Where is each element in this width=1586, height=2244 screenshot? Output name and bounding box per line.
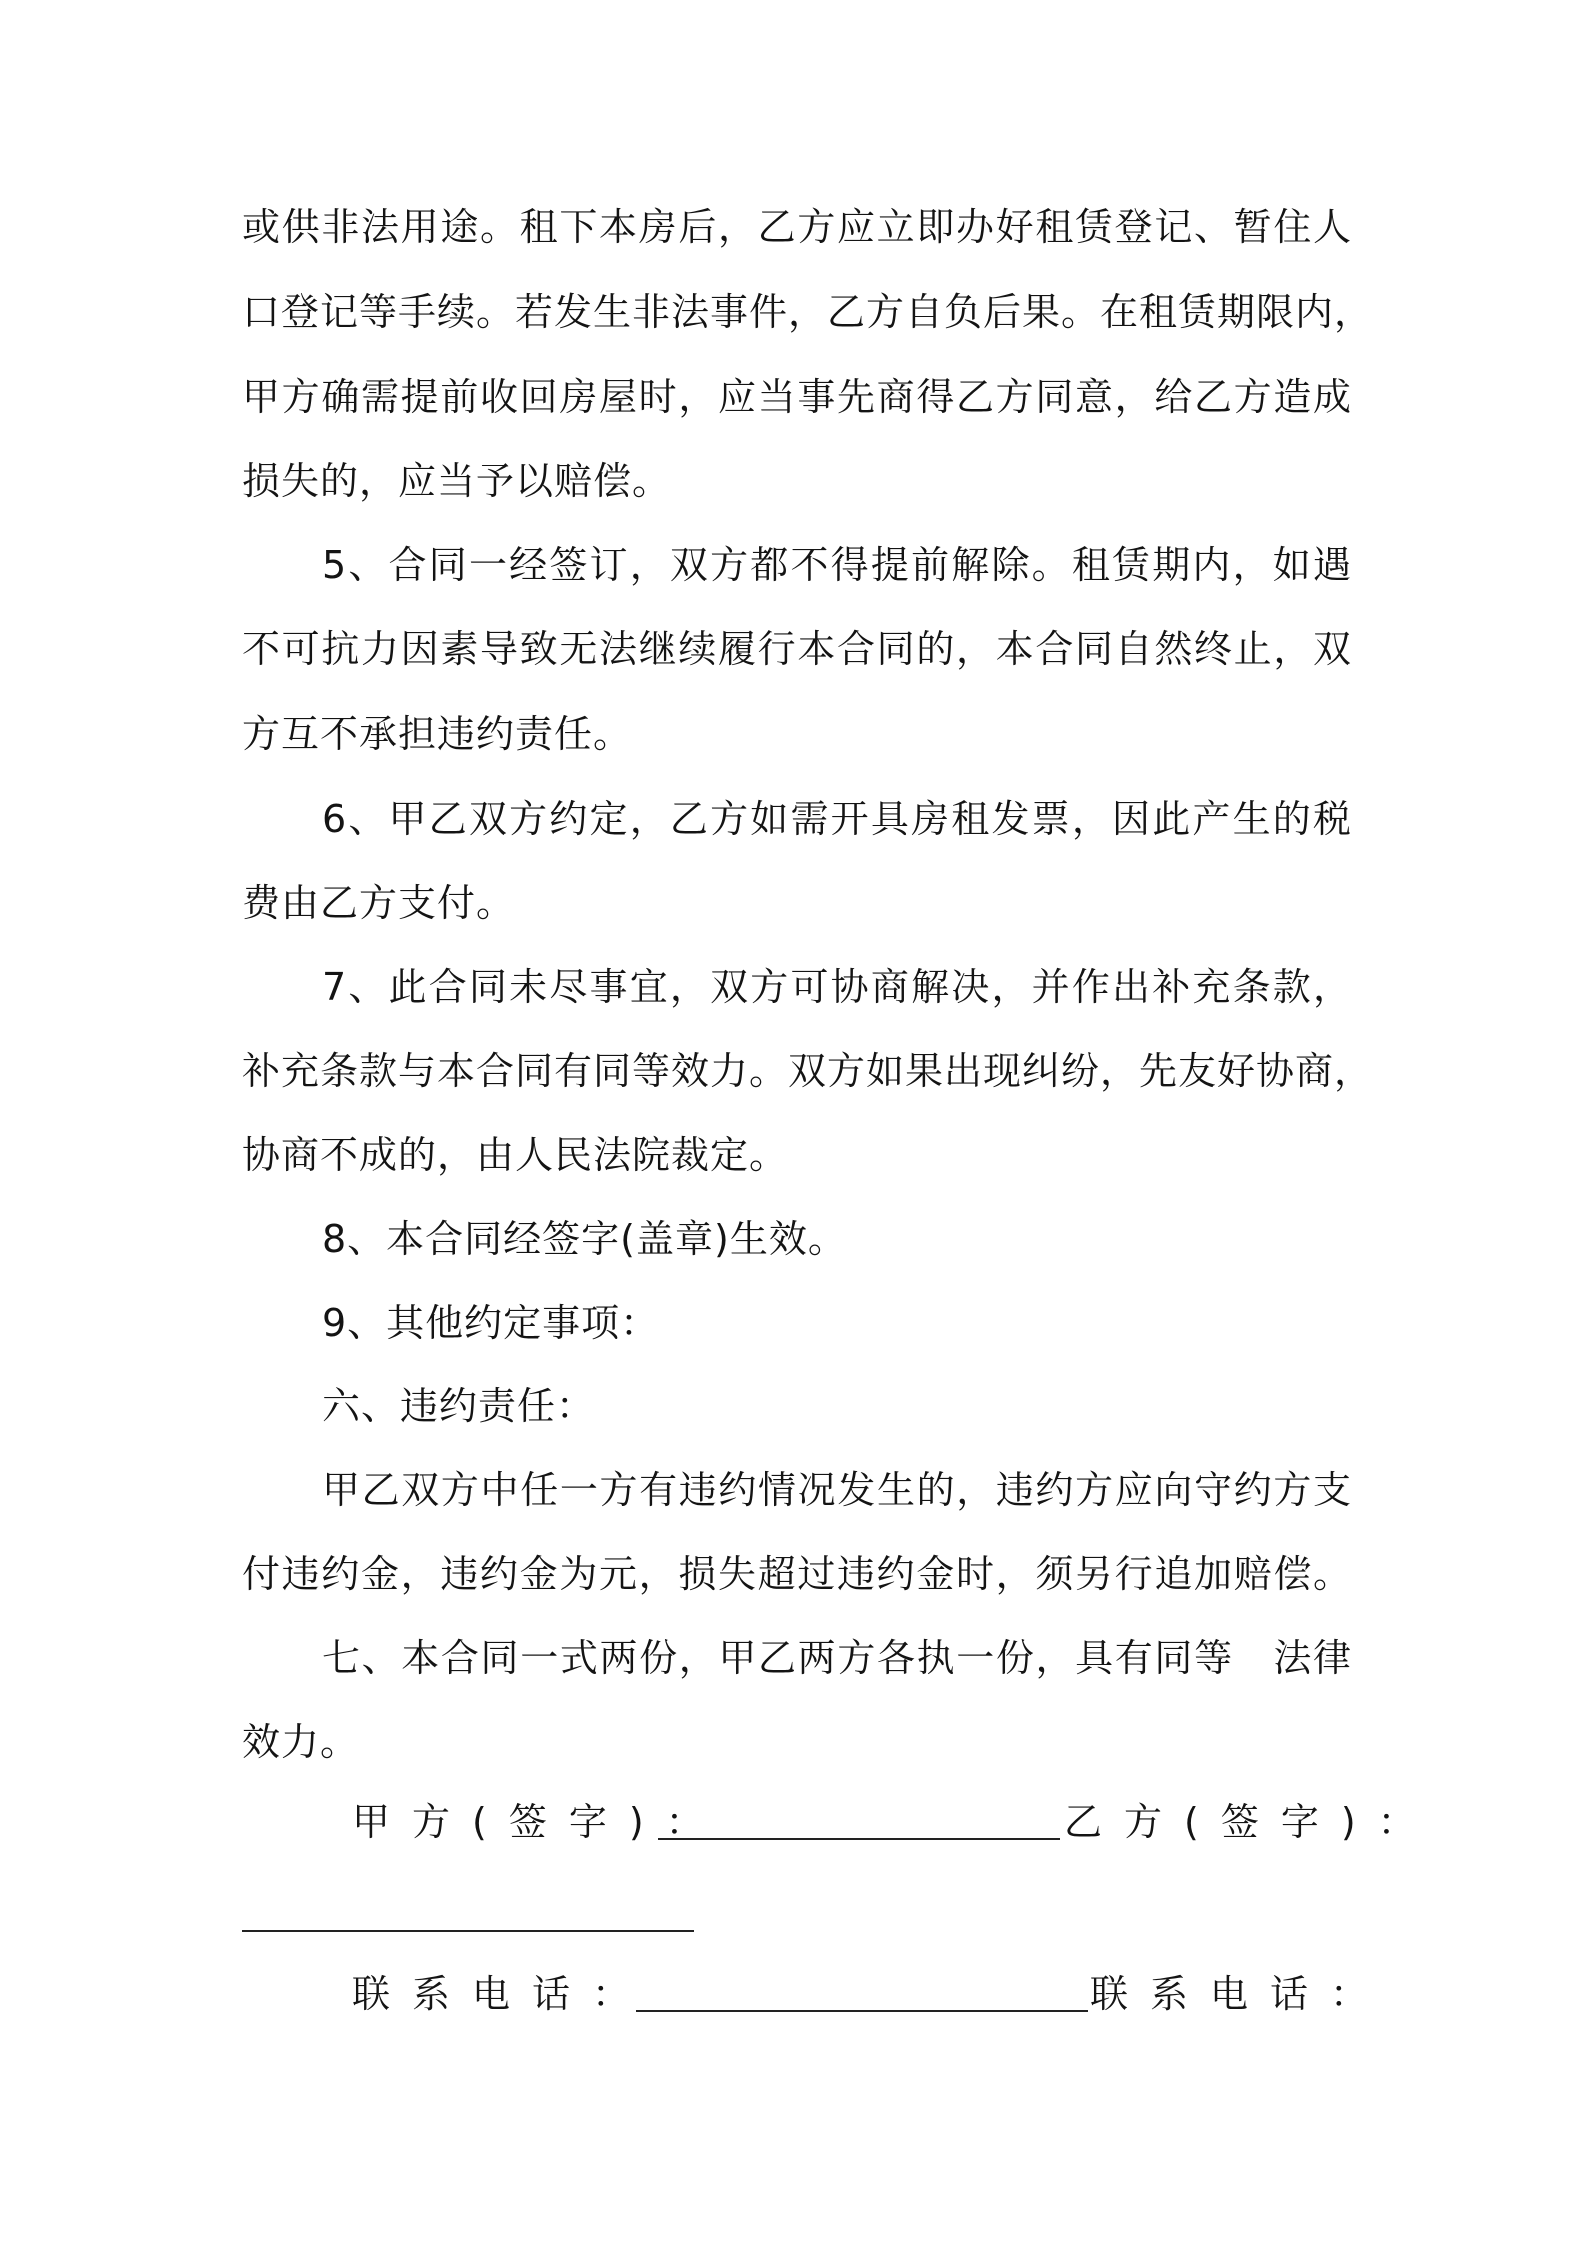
clause-7-line: 协商不成的，由人民法院裁定。 [242, 1133, 789, 1177]
party-a-signature-line[interactable] [658, 1838, 1060, 1840]
party-b-phone-label: 联系电话： [1090, 1972, 1391, 2016]
paragraph-line: 口登记等手续。若发生非法事件，乙方自负后果。在租赁期限内， [242, 290, 1374, 334]
section-7-line: 效力。 [242, 1720, 360, 1764]
party-b-signature-line[interactable] [242, 1930, 694, 1932]
section-7-line: 七、本合同一式两份，甲乙两方各执一份，具有同等 法律 [322, 1636, 1352, 1680]
clause-7-line: 7、此合同未尽事宜，双方可协商解决，并作出补充条款， [322, 965, 1352, 1009]
section-6-line: 付违约金，违约金为元，损失超过违约金时，须另行追加赔偿。 [242, 1552, 1352, 1596]
party-b-signature-label: 乙方(签字)： [1064, 1800, 1438, 1844]
clause-7-line: 补充条款与本合同有同等效力。双方如果出现纠纷，先友好协商， [242, 1049, 1374, 1093]
party-a-phone-line[interactable] [636, 2010, 1088, 2012]
clause-6-line: 费由乙方支付。 [242, 881, 516, 925]
party-a-phone-label: 联系电话： [352, 1972, 653, 2016]
section-heading: 六、违约责任： [322, 1384, 596, 1428]
clause-5-line: 不可抗力因素导致无法继续履行本合同的，本合同自然终止，双 [242, 627, 1352, 671]
clause-6-line: 6、甲乙双方约定，乙方如需开具房租发票，因此产生的税 [322, 797, 1352, 841]
clause-5-line: 5、合同一经签订，双方都不得提前解除。租赁期内，如遇 [322, 543, 1352, 587]
clause-5-line: 方互不承担违约责任。 [242, 712, 633, 756]
paragraph-line: 或供非法用途。租下本房后，乙方应立即办好租赁登记、暂住人 [242, 205, 1352, 249]
section-6-line: 甲乙双方中任一方有违约情况发生的，违约方应向守约方支 [322, 1468, 1352, 1512]
party-a-signature-label: 甲方(签字)： [352, 1800, 726, 1844]
paragraph-line: 甲方确需提前收回房屋时，应当事先商得乙方同意，给乙方造成 [242, 375, 1352, 419]
clause-8-line: 8、本合同经签字(盖章)生效。 [322, 1217, 847, 1261]
paragraph-line: 损失的，应当予以赔偿。 [242, 459, 672, 503]
clause-9-line: 9、其他约定事项： [322, 1301, 660, 1345]
